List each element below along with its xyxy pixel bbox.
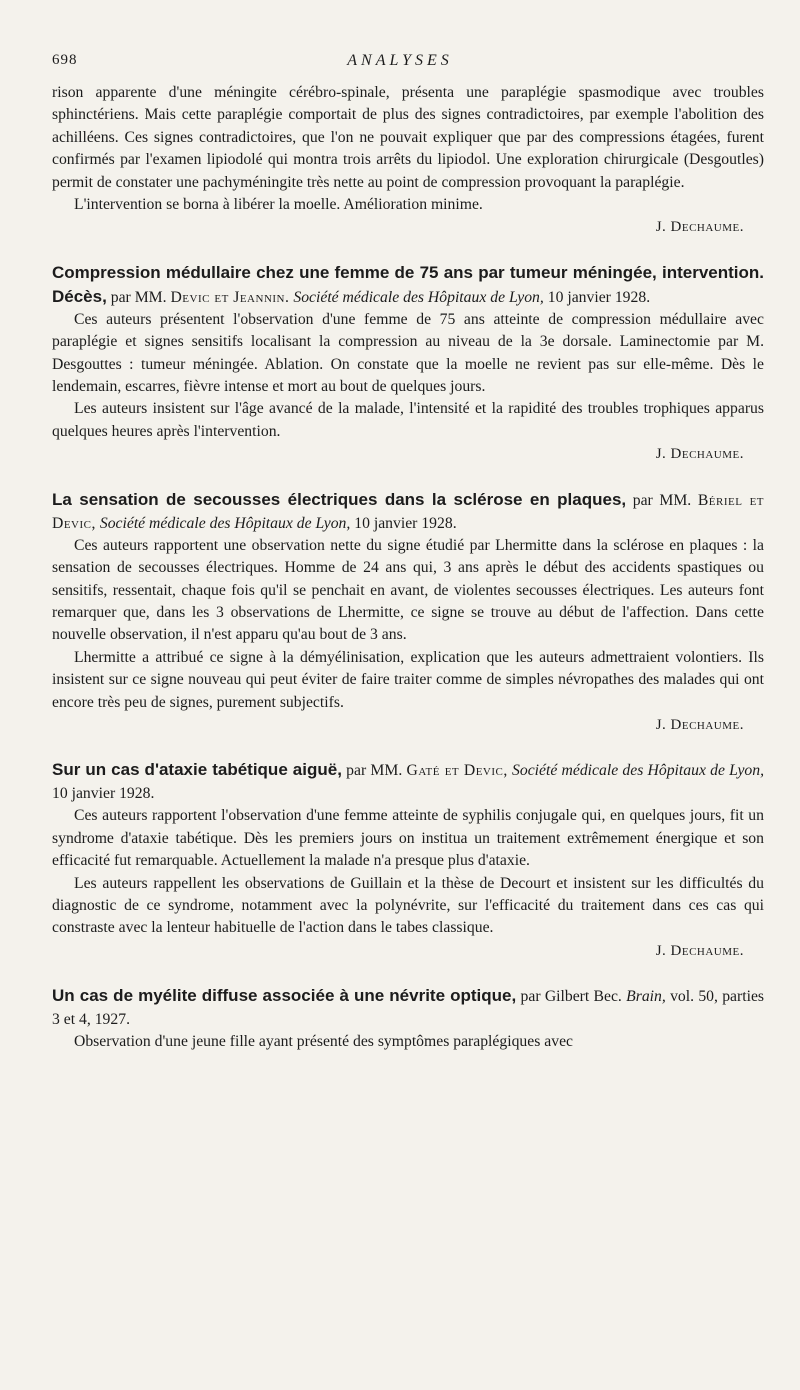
- article-title: Sur un cas d'ataxie tabétique aiguë,: [52, 760, 342, 780]
- article-source: Société médicale des Hôpitaux de Lyon,: [99, 514, 351, 532]
- article-title: Compression médullaire chez une femme de 75 ans par tumeur méningée, intervention. Décès,: [52, 262, 764, 306]
- article-by: par MM.: [346, 762, 403, 780]
- article-authors: Devic et Jeannin.: [170, 288, 290, 306]
- article-heading: [52, 758, 764, 805]
- article-heading: [52, 488, 764, 535]
- running-title: ANALYSES: [347, 52, 453, 69]
- article-by: par MM.: [632, 491, 692, 509]
- article-title: La sensation de secousses électriques dans la sclérose en plaques,: [52, 489, 627, 509]
- article-date: 10 janvier 1928.: [354, 514, 457, 532]
- signature: J. Dechaume.: [655, 716, 744, 733]
- continuation-paragraph: L'intervention se borna à libérer la moelle. Amélioration minime.: [74, 196, 483, 214]
- article-date: 10 janvier 1928.: [52, 785, 155, 803]
- article-heading: [52, 261, 764, 309]
- page-number: 698: [52, 52, 78, 68]
- signature: J. Dechaume.: [655, 446, 744, 463]
- article-paragraph: Les auteurs insistent sur l'âge avancé de la malade, l'intensité et la rapidité des troubles trophiques apparus quelques heures après l'intervention.: [52, 400, 764, 440]
- article-source: Société médicale des Hôpitaux de Lyon,: [512, 762, 765, 780]
- signature: J. Dechaume.: [655, 219, 744, 236]
- article-authors: Gaté et Devic,: [406, 762, 508, 780]
- continuation-paragraph: rison apparente d'une méningite cérébro-spinale, présenta une paraplégie spasmodique avec troubles sphinctériens. Mais cette paraplégie comportait de plus des signes contradictoires, par exemple l'abolition des achilléens. Ces signes contradictoires, que l'on ne pouvait expliquer que par des compressions étagées, furent confirmés par l'examen lipiodolé qui montra trois arrêts du lipiodol. Une exploration chirurgicale (Desgoutles) permit de constater une pachyméningite très nette au point de compression provoquant la paraplégie.: [52, 84, 764, 191]
- article-paragraph: Ces auteurs rapportent l'observation d'une femme atteinte de syphilis conjugale qui, en quelques jours, fit un syndrome d'ataxie tabétique. Dès les premiers jours on institua un traitement extrêmement énergique et son efficacité fut remarquable. Actuellement la malade n'a presque plus d'ataxie.: [52, 807, 764, 870]
- article-paragraph: Ces auteurs présentent l'observation d'une femme de 75 ans atteinte de compression médullaire avec paraplégie et signes sensitifs localisant la compression au niveau de la 3e dorsale. Laminectomie par M. Desgouttes : tumeur méningée. Ablation. On constate que la moelle ne revient pas sur elle-même. Dès le lendemain, escarres, fièvre intense et mort au bout de quelques jours.: [52, 310, 764, 396]
- article-paragraph: Lhermitte a attribué ce signe à la démyélinisation, explication que les auteurs admettraient volontiers. Ils insistent sur ce signe nouveau qui peut éviter de faire traiter comme de simples névropathes des malades qui ont encore très peu de signes, purement subjectifs.: [52, 648, 764, 711]
- article-date: 10 janvier 1928.: [547, 288, 651, 306]
- article-authors: Bériel et Devic,: [52, 491, 765, 532]
- article-source: Société médicale des Hôpitaux de Lyon,: [293, 288, 544, 306]
- article-paragraph: Ces auteurs rapportent une observation nette du signe étudié par Lhermitte dans la sclérose en plaques : la sensation de secousses électriques. Homme de 24 ans qui, 3 ans après le début des accidents spastiques ou sensitifs, ressentait, chaque fois qu'il se penchait en avant, de violentes secousses électriques. Les auteurs font remarquer que, dans les 3 observations de Lhermitte, ce signe se trouve au début de l'affection. Dans cette nouvelle observation, il n'est apparu qu'au bout de 3 ans.: [52, 536, 764, 644]
- article-authors: Gilbert Bec.: [544, 988, 622, 1006]
- article-source: Brain,: [626, 988, 666, 1006]
- article-paragraph: Observation d'une jeune fille ayant présenté des symptômes paraplégiques avec: [74, 1033, 573, 1051]
- article-paragraph: Les auteurs rappellent les observations de Guillain et la thèse de Decourt et insistent sur les difficultés du diagnostic de ce syndrome, notamment avec la polynévrite, sur l'efficacité du traitement dans ces cas qui constraste avec la lenteur habituelle de l'action dans le tabes classique.: [52, 874, 764, 937]
- body-text: [52, 82, 764, 1054]
- article-by: par MM.: [110, 288, 167, 306]
- running-head: [52, 52, 748, 76]
- article-heading: [52, 984, 764, 1031]
- article-date: vol. 50, parties 3 et 4, 1927.: [52, 988, 765, 1029]
- signature: J. Dechaume.: [655, 942, 744, 959]
- article-by: par: [520, 988, 541, 1006]
- article-title: Un cas de myélite diffuse associée à une névrite optique,: [52, 986, 517, 1006]
